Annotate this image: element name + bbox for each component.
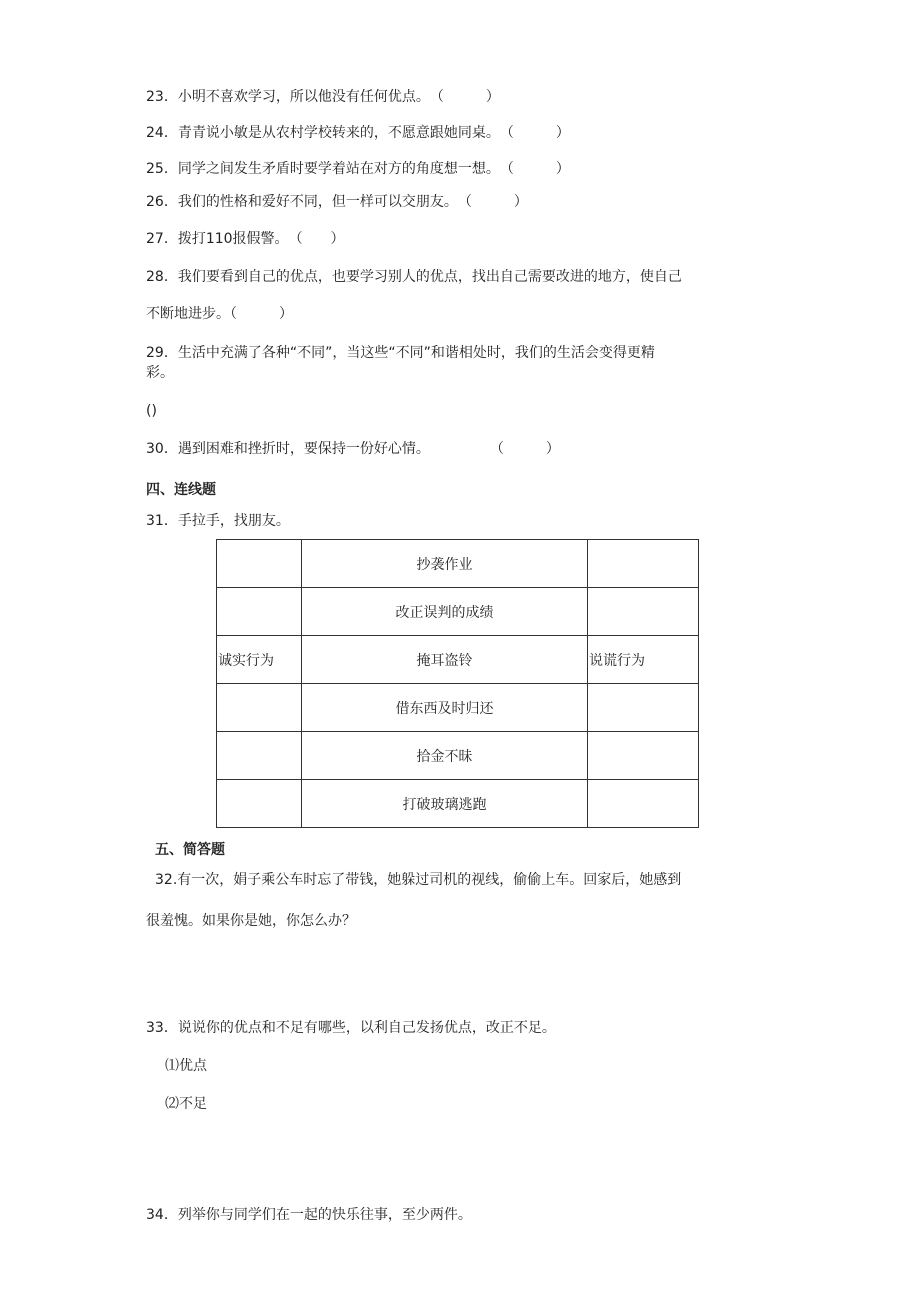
matching-table	[216, 539, 699, 828]
left-cell	[217, 780, 302, 828]
item-cell[interactable]: 拾金不昧	[302, 732, 588, 780]
question-text-continued: 彩。	[146, 365, 174, 381]
question-30	[146, 440, 560, 458]
left-cell	[217, 588, 302, 636]
answer-blank[interactable]: （ ）	[457, 194, 528, 210]
left-cell	[217, 540, 302, 588]
question-text: ．小明不喜欢学习，所以他没有任何优点。	[163, 89, 430, 105]
answer-blank[interactable]: （ ）	[429, 89, 500, 105]
lying-label[interactable]: 说谎行为	[588, 636, 699, 684]
item-cell[interactable]: 借东西及时归还	[302, 684, 588, 732]
question-text: ．同学之间发生矛盾时要学着站在对方的角度想一想。	[163, 161, 500, 177]
question-33-sub-2: ⑵不足	[165, 1096, 207, 1112]
answer-blank[interactable]: （ ）	[288, 231, 345, 247]
question-text: ．我们要看到自己的优点，也要学习别人的优点，找出自己需要改进的地方，使自己	[163, 269, 682, 285]
question-24	[146, 124, 570, 142]
question-33-sub-1: ⑴优点	[165, 1058, 207, 1074]
question-text: ．遇到困难和挫折时，要保持一份好心情。	[163, 441, 430, 457]
right-cell	[588, 780, 699, 828]
question-28-continued	[146, 305, 293, 323]
item-cell[interactable]: 掩耳盗铃	[302, 636, 588, 684]
item-cell[interactable]: 抄袭作业	[302, 540, 588, 588]
question-32-continued: 很羞愧。如果你是她，你怎么办？	[146, 913, 356, 929]
table-row	[217, 684, 699, 732]
question-number: 28	[146, 269, 164, 285]
question-23	[146, 88, 500, 106]
question-28	[146, 268, 682, 286]
question-25	[146, 160, 570, 178]
right-cell	[588, 588, 699, 636]
question-29	[146, 344, 655, 362]
section-5-title: 五、简答题	[155, 842, 225, 858]
section-4-title: 四、连线题	[146, 482, 216, 498]
table-row	[217, 636, 699, 684]
question-33: 33．说说你的优点和不足有哪些，以利自己发扬优点，改正不足。	[146, 1020, 556, 1036]
question-number: 25	[146, 161, 164, 177]
table-row	[217, 588, 699, 636]
answer-blank[interactable]: （ ）	[499, 161, 570, 177]
table-row	[217, 732, 699, 780]
answer-blank[interactable]: （ ）	[489, 441, 560, 457]
table-row	[217, 780, 699, 828]
answer-blank[interactable]: ()	[146, 403, 157, 419]
question-text: ．拨打110报假警。	[163, 231, 289, 247]
question-number: 24	[146, 125, 164, 141]
question-number: 30	[146, 441, 164, 457]
question-34: 34．列举你与同学们在一起的快乐往事，至少两件。	[146, 1207, 472, 1223]
question-number: 26	[146, 194, 164, 210]
question-27	[146, 230, 345, 248]
question-text: ．我们的性格和爱好不同，但一样可以交朋友。	[163, 194, 458, 210]
right-cell	[588, 732, 699, 780]
question-number: 29	[146, 345, 164, 361]
question-text: ．生活中充满了各种“不同”，当这些“不同”和谐相处时，我们的生活会变得更精	[163, 345, 655, 361]
question-32: 32.有一次，娟子乘公车时忘了带钱，她躲过司机的视线，偷偷上车。回家后，她感到	[155, 872, 682, 888]
question-number: 23	[146, 89, 164, 105]
question-text: ．青青说小敏是从农村学校转来的，不愿意跟她同桌。	[163, 125, 500, 141]
table-row	[217, 540, 699, 588]
right-cell	[588, 684, 699, 732]
honest-label[interactable]: 诚实行为	[217, 636, 302, 684]
right-cell	[588, 540, 699, 588]
item-cell[interactable]: 打破玻璃逃跑	[302, 780, 588, 828]
question-text-continued: 不断地进步。（ ）	[146, 306, 293, 322]
left-cell	[217, 684, 302, 732]
item-cell[interactable]: 改正误判的成绩	[302, 588, 588, 636]
question-number: 27	[146, 231, 164, 247]
question-26	[146, 193, 528, 211]
left-cell	[217, 732, 302, 780]
answer-blank[interactable]: （ ）	[499, 125, 570, 141]
question-29-answer	[146, 402, 157, 420]
question-29-continued	[146, 364, 174, 382]
question-31: 31．手拉手，找朋友。	[146, 513, 290, 529]
